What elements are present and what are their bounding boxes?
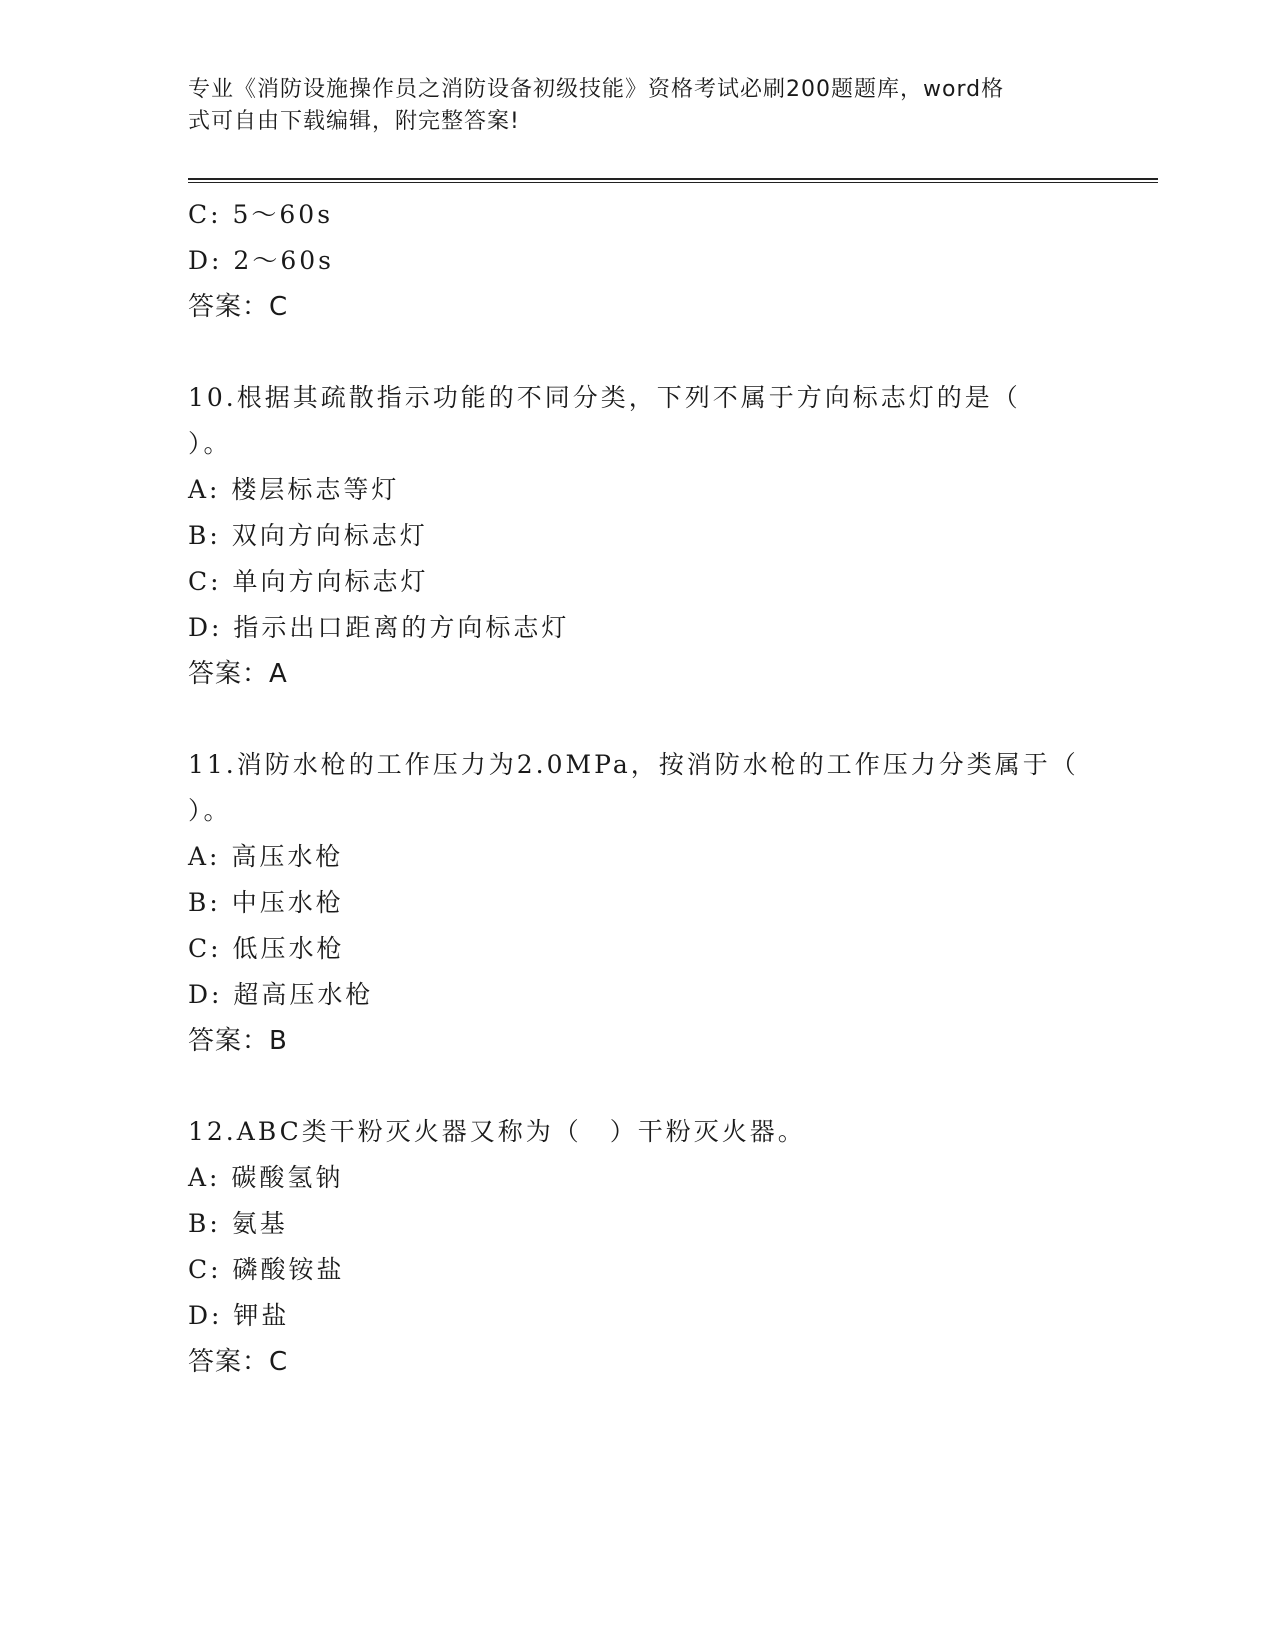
option-c: C: 5～60s: [188, 200, 334, 229]
option-b: B: 氨基: [188, 1209, 288, 1238]
option-a: A: 碳酸氢钠: [188, 1163, 344, 1192]
header-title-line-1: 专业《消防设施操作员之消防设备初级技能》资格考试必刷200题题库，word格: [188, 77, 1005, 102]
option-b: B: 双向方向标志灯: [188, 521, 428, 550]
option-d: D: 指示出口距离的方向标志灯: [188, 613, 570, 642]
answer-line: 答案：C: [188, 1347, 289, 1377]
question-text: 10.根据其疏散指示功能的不同分类，下列不属于方向标志灯的是（: [188, 383, 1021, 412]
option-a: A: 楼层标志等灯: [188, 475, 400, 504]
header-divider: [188, 178, 1158, 183]
page-header: [188, 74, 1068, 138]
question-text-continued: ）。: [188, 796, 232, 825]
option-d: D: 超高压水枪: [188, 980, 374, 1009]
answer-line: 答案：B: [188, 1026, 288, 1056]
option-c: C: 低压水枪: [188, 934, 345, 963]
option-d: D: 钾盐: [188, 1301, 290, 1330]
question-list: [188, 192, 1088, 1385]
header-title-line-2: 式可自由下载编辑，附完整答案!: [188, 109, 520, 134]
option-c: C: 磷酸铵盐: [188, 1255, 345, 1284]
question-text: 11.消防水枪的工作压力为2.0MPa，按消防水枪的工作压力分类属于（: [188, 750, 1079, 779]
question-block-prev: [188, 192, 1088, 330]
answer-line: 答案：A: [188, 659, 288, 689]
question-block-10: [188, 375, 1088, 697]
spacer: [188, 697, 1088, 742]
question-text-continued: ）。: [188, 429, 232, 458]
question-text: 12.ABC类干粉灭火器又称为（ ）干粉灭火器。: [188, 1117, 806, 1146]
answer-line: 答案：C: [188, 292, 289, 322]
spacer: [188, 1064, 1088, 1109]
spacer: [188, 330, 1088, 375]
question-block-12: [188, 1109, 1088, 1385]
option-d: D: 2～60s: [188, 246, 334, 275]
option-c: C: 单向方向标志灯: [188, 567, 429, 596]
option-a: A: 高压水枪: [188, 842, 344, 871]
question-block-11: [188, 742, 1088, 1064]
option-b: B: 中压水枪: [188, 888, 344, 917]
